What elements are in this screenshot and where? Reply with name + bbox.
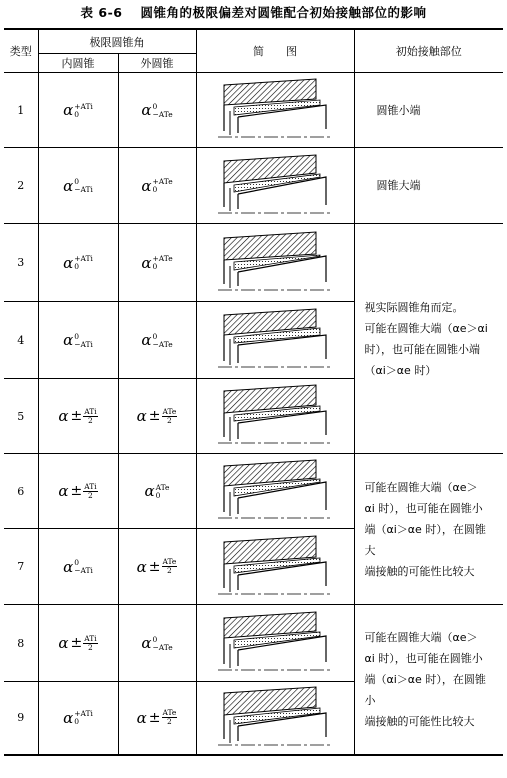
table-title: 圆锥角的极限偏差对圆锥配合初始接触部位的影响: [140, 5, 427, 20]
header-outer-cone: 外圆锥: [118, 54, 196, 73]
upper-deviation: +ATe: [152, 177, 173, 186]
tolerance-outer: [137, 558, 178, 576]
table-row: [4, 73, 503, 148]
header-limit-angle: 极限圆锥角: [38, 29, 196, 54]
type-number: 5: [4, 379, 38, 454]
outer-cone-tolerance: [118, 224, 196, 302]
lower-deviation: −ATi: [74, 185, 93, 194]
cone-fit-sketch: [216, 685, 334, 751]
contact-line: 端（αi＞αe 时），在圆锥大: [364, 522, 486, 557]
contact-large-end: 圆锥大端: [354, 148, 503, 224]
upper-deviation: 0: [152, 634, 158, 644]
type-number: 2: [4, 148, 38, 224]
fraction-numerator: ATe: [162, 406, 177, 416]
plus-minus-symbol: ±: [70, 408, 83, 424]
alpha-symbol: α: [63, 557, 74, 576]
fraction-denominator: 2: [88, 642, 93, 652]
upper-deviation: +ATi: [74, 709, 93, 719]
inner-cone-tolerance: [38, 224, 118, 302]
lower-deviation: −ATe: [152, 642, 173, 652]
upper-deviation: +ATi: [74, 101, 93, 111]
sketch-cell: [196, 302, 354, 379]
plus-minus-symbol: ±: [148, 558, 161, 575]
alpha-symbol: α: [63, 176, 74, 195]
cone-fit-sketch: [216, 230, 334, 296]
alpha-symbol: α: [63, 708, 74, 727]
contact-small-end: 圆锥小端: [354, 73, 503, 148]
tolerance-inner: [63, 331, 93, 349]
contact-line: 端接触的可能性比较大: [364, 564, 475, 578]
upper-deviation: ATe: [155, 482, 170, 492]
sketch-cell: [196, 454, 354, 529]
tolerance-inner: [63, 177, 93, 195]
outer-cone-tolerance: [118, 148, 196, 224]
table-row: [4, 605, 503, 682]
header-inner-cone: 内圆锥: [38, 54, 118, 73]
alpha-symbol: α: [141, 101, 152, 119]
contact-group-6-7: [354, 454, 503, 605]
tolerance-outer: [137, 407, 178, 425]
tolerance-inner: [58, 482, 97, 500]
lower-deviation: −ATe: [152, 109, 173, 119]
fraction-numerator: ATi: [84, 406, 97, 416]
lower-deviation: −ATi: [74, 566, 93, 575]
inner-cone-tolerance: [38, 454, 118, 529]
table-row: [4, 148, 503, 224]
cone-fit-sketch: [216, 610, 334, 676]
fraction-numerator: ATe: [162, 557, 177, 566]
outer-cone-tolerance: [118, 379, 196, 454]
header-sketch: 简 图: [196, 29, 354, 73]
outer-cone-tolerance: [118, 605, 196, 682]
inner-cone-tolerance: [38, 605, 118, 682]
tolerance-outer: [141, 634, 172, 652]
fraction-numerator: ATe: [162, 708, 177, 718]
contact-line: 可能在圆锥大端（αe＞: [364, 630, 478, 644]
sketch-cell: [196, 605, 354, 682]
plus-minus-symbol: ±: [148, 709, 161, 726]
sketch-cell: [196, 73, 354, 148]
contact-line: 可能在圆锥大端（αe＞αi: [364, 321, 488, 335]
cone-fit-sketch: [216, 153, 334, 219]
sketch-cell: [196, 529, 354, 605]
tolerance-outer: [137, 709, 178, 727]
lower-deviation: −ATe: [152, 339, 173, 349]
type-number: 4: [4, 302, 38, 379]
cone-fit-sketch: [216, 77, 334, 143]
fraction-denominator: 2: [167, 717, 172, 727]
outer-cone-tolerance: [118, 454, 196, 529]
header-type: 类型: [4, 29, 38, 73]
alpha-symbol: α: [58, 482, 69, 500]
upper-deviation: +ATi: [74, 254, 93, 263]
alpha-symbol: α: [144, 482, 155, 500]
contact-line: 时），也可能在圆锥小端: [364, 342, 480, 356]
type-number: 3: [4, 224, 38, 302]
lower-deviation: 0: [74, 262, 79, 271]
plus-minus-symbol: ±: [70, 483, 83, 499]
type-number: 6: [4, 454, 38, 529]
type-number: 1: [4, 73, 38, 148]
table-row: [4, 224, 503, 302]
fraction-numerator: ATi: [84, 481, 97, 491]
sketch-cell: [196, 682, 354, 755]
sketch-cell: [196, 148, 354, 224]
cone-fit-sketch: [216, 458, 334, 524]
contact-group-8-9: [354, 605, 503, 755]
upper-deviation: 0: [152, 101, 158, 111]
cone-fit-sketch: [216, 383, 334, 449]
tolerance-inner: [63, 558, 93, 576]
tolerance-outer: [141, 331, 172, 349]
alpha-symbol: α: [63, 101, 74, 119]
table-caption: [0, 3, 507, 23]
contact-line: αi 时），也可能在圆锥小: [364, 651, 483, 665]
alpha-symbol: α: [136, 708, 147, 727]
alpha-symbol: α: [58, 407, 69, 425]
lower-deviation: 0: [74, 717, 79, 727]
plus-minus-symbol: ±: [148, 408, 161, 424]
contact-line: 端（αi＞αe 时），在圆锥小: [364, 672, 486, 707]
fraction-denominator: 2: [167, 415, 172, 425]
lower-deviation: 0: [74, 109, 79, 119]
upper-deviation: 0: [74, 331, 79, 341]
inner-cone-tolerance: [38, 73, 118, 148]
fraction-numerator: ATi: [84, 633, 97, 643]
inner-cone-tolerance: [38, 148, 118, 224]
type-number: 7: [4, 529, 38, 605]
contact-line: 可能在圆锥大端（αe＞: [364, 480, 478, 494]
upper-deviation: +ATe: [152, 254, 173, 263]
tolerance-inner: [63, 709, 93, 727]
tolerance-outer: [141, 177, 172, 195]
cone-fit-sketch: [216, 534, 334, 600]
upper-deviation: 0: [74, 558, 79, 567]
fraction-denominator: 2: [88, 490, 93, 500]
alpha-symbol: α: [63, 253, 74, 272]
upper-deviation: 0: [152, 331, 158, 341]
tolerance-inner: [63, 254, 93, 272]
lower-deviation: 0: [155, 490, 161, 500]
contact-line: 视实际圆锥角而定。: [364, 300, 464, 314]
table-row: [4, 454, 503, 529]
sketch-cell: [196, 224, 354, 302]
type-number: 8: [4, 605, 38, 682]
upper-deviation: 0: [74, 177, 79, 186]
header-contact: 初始接触部位: [354, 29, 503, 73]
lower-deviation: −ATi: [74, 339, 93, 349]
tolerance-outer: [141, 101, 172, 119]
alpha-symbol: α: [141, 253, 152, 272]
contact-line: αi 时），也可能在圆锥小: [364, 501, 483, 515]
contact-line: 端接触的可能性比较大: [364, 714, 475, 728]
plus-minus-symbol: ±: [70, 635, 83, 651]
type-number: 9: [4, 682, 38, 755]
outer-cone-tolerance: [118, 302, 196, 379]
alpha-symbol: α: [63, 331, 74, 349]
tolerance-inner: [58, 407, 97, 425]
cone-angle-table: [4, 28, 503, 756]
fraction-denominator: 2: [167, 566, 172, 575]
alpha-symbol: α: [141, 331, 152, 349]
tolerance-inner: [58, 634, 97, 652]
alpha-symbol: α: [141, 176, 152, 195]
inner-cone-tolerance: [38, 682, 118, 755]
inner-cone-tolerance: [38, 302, 118, 379]
inner-cone-tolerance: [38, 529, 118, 605]
cone-fit-sketch: [216, 307, 334, 373]
alpha-symbol: α: [136, 557, 147, 576]
alpha-symbol: α: [136, 407, 147, 425]
fraction-denominator: 2: [88, 415, 93, 425]
outer-cone-tolerance: [118, 529, 196, 605]
sketch-cell: [196, 379, 354, 454]
outer-cone-tolerance: [118, 73, 196, 148]
alpha-symbol: α: [58, 634, 69, 652]
lower-deviation: 0: [152, 262, 158, 271]
contact-group-3-5: [354, 224, 503, 454]
inner-cone-tolerance: [38, 379, 118, 454]
tolerance-inner: [63, 101, 93, 119]
tolerance-outer: [144, 482, 169, 500]
contact-line: （αi＞αe 时）: [364, 363, 437, 377]
alpha-symbol: α: [141, 634, 152, 652]
outer-cone-tolerance: [118, 682, 196, 755]
tolerance-outer: [141, 254, 172, 272]
lower-deviation: 0: [152, 185, 158, 194]
table-number: 表 6-6: [80, 5, 123, 20]
